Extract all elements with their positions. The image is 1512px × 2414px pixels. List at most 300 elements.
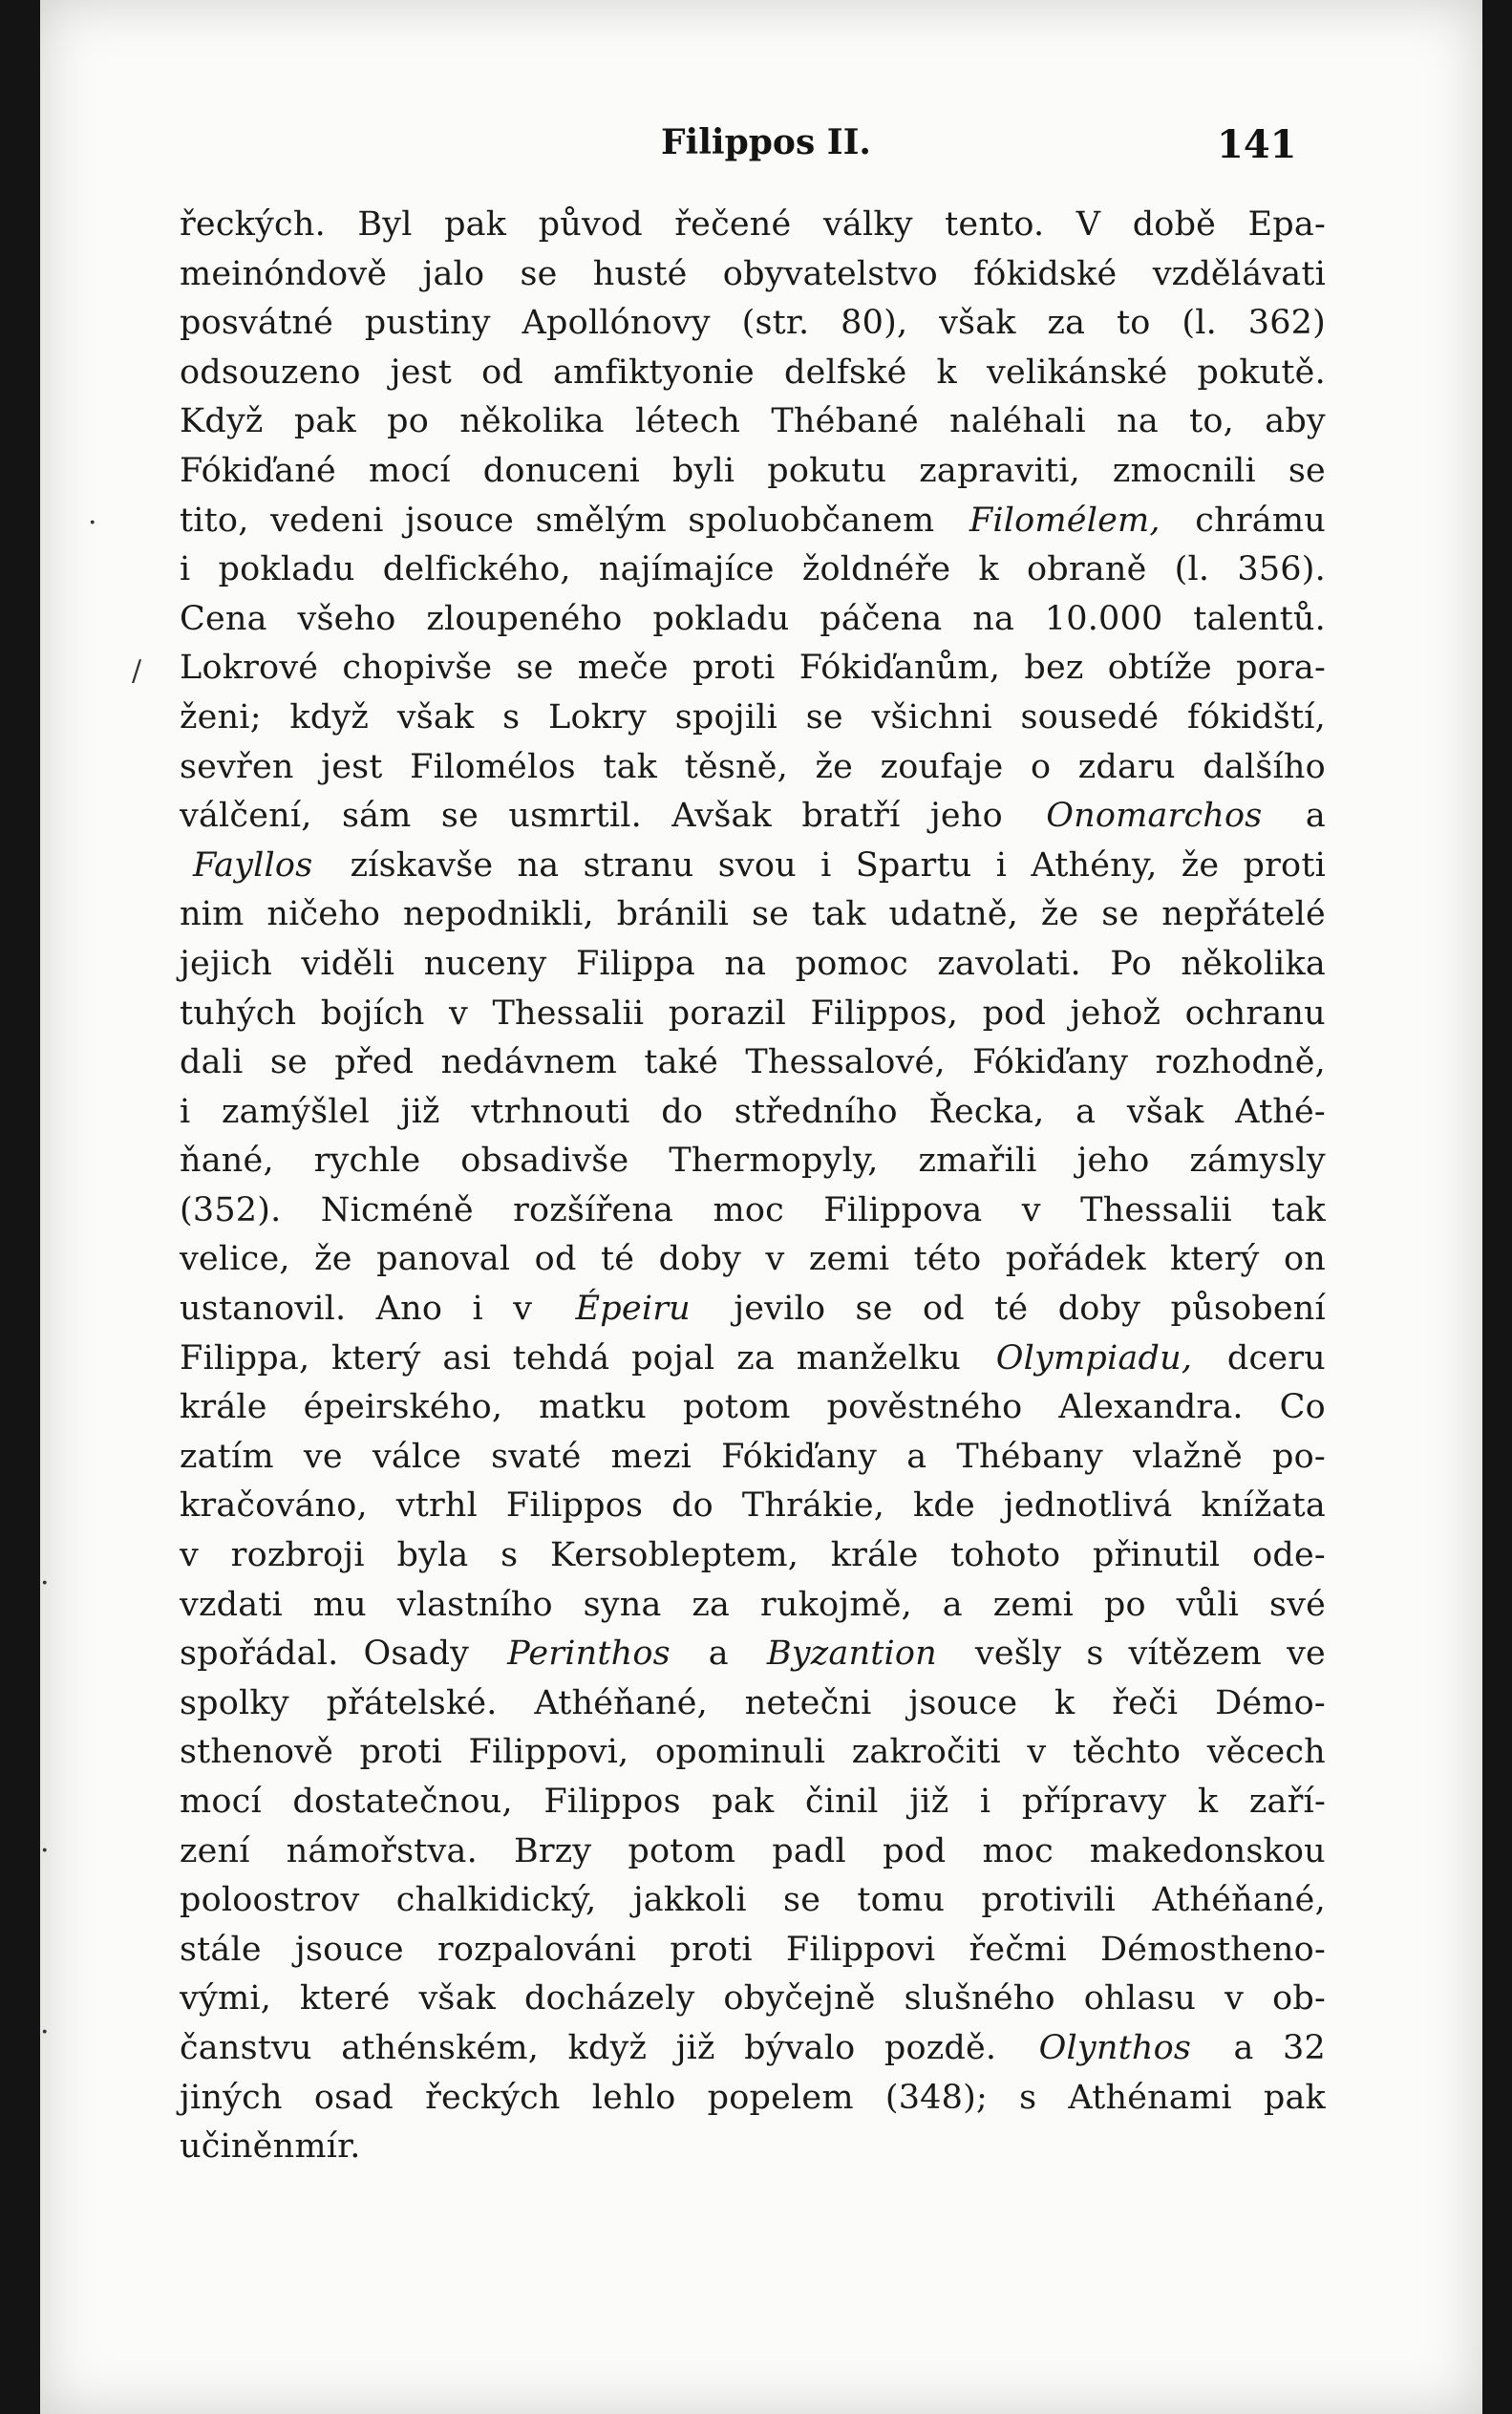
word: Athé- [1235,1092,1326,1131]
word: již [909,1783,949,1821]
page-number: 141 [1217,122,1297,167]
word: řeči [1112,1683,1179,1722]
word: netečni [744,1683,872,1722]
word: Fókiďany [721,1437,878,1476]
word: Athéňané, [534,1683,708,1722]
word: Thessalii [492,993,645,1033]
word: pokutě. [1197,352,1326,392]
word: Lokry [548,697,648,737]
word: 356). [1237,550,1326,589]
word: poloostrov [180,1881,360,1920]
word: pak [293,402,356,441]
text-line [180,1778,1326,1827]
word: však [939,304,1016,343]
word: po [1103,1585,1146,1624]
word: pod [882,1831,947,1870]
word: všichni [871,697,992,737]
word: že [1181,845,1220,885]
word: (348); [884,2078,988,2117]
word: se [440,797,479,836]
word: k [1197,1783,1219,1821]
word: Lokrové [180,649,319,688]
word: s [502,697,521,737]
italic-term: Onomarchos [1046,797,1263,836]
word: lehlo [591,2078,676,2117]
text-line [180,694,1326,743]
word: rozšířena [513,1190,674,1229]
word: Thermopyly, [669,1142,879,1181]
word: a [1075,1092,1097,1131]
word: jeho [929,797,1003,836]
word: bratří [801,797,901,836]
word: 80), [841,304,908,343]
word: najímajíce [598,550,775,589]
italic-term: Filomélem, [969,501,1161,540]
word: a [1233,2028,1254,2067]
word: několika [459,402,605,441]
word: s [1019,2078,1037,2117]
word: i [979,1783,991,1821]
text-line [180,349,1326,398]
word: přípravy [1021,1783,1167,1821]
word: za [1047,304,1086,343]
word: řečené [674,205,792,244]
word: velikánské [986,352,1168,392]
text-line [180,1137,1326,1186]
word: Athéňané, [1152,1881,1326,1920]
word: však [418,1979,497,2019]
word: udatně, [888,895,1019,934]
word: ustanovil. [180,1290,347,1329]
word: bez [1024,649,1084,688]
word: Spartu [855,845,972,885]
word: matku [539,1388,647,1427]
word: když [567,2028,648,2067]
margin-mark: · [88,506,97,540]
word: to, [1189,402,1235,441]
word: létech [635,402,741,441]
word: makedonskou [1089,1831,1326,1870]
word: jsouce [294,1930,404,1969]
word: v [449,993,469,1033]
word: meinóndově [180,254,388,293]
word: aby [1265,402,1326,441]
word: knížata [1201,1486,1326,1526]
word: se [1288,451,1326,490]
text-line [180,1186,1326,1236]
word: dali [180,1043,244,1082]
text-line [180,497,1326,546]
word: do [661,1092,704,1131]
word: nim [180,895,245,934]
word: 10.000 [1044,599,1163,638]
word: Filippa, [180,1338,310,1378]
word: vými, [180,1979,272,2019]
word: jejich [180,944,272,983]
text-line [180,595,1326,645]
text-line [180,743,1326,793]
word: přinutil [1092,1536,1221,1575]
word: jehož [1070,993,1161,1033]
word: 32 [1283,2028,1326,2067]
word: moc [982,1831,1054,1870]
word: bojích [320,993,425,1033]
word: po- [1271,1437,1326,1476]
text-line [180,1679,1326,1729]
text-line [180,940,1326,990]
word: původ [538,205,643,244]
word: se [855,1290,893,1329]
word: Byl [357,205,413,244]
word: rychle [313,1142,421,1181]
word: krále [830,1536,919,1575]
word: fókidské [973,254,1118,293]
word: opominuli [654,1733,826,1772]
body-text [180,201,1326,2172]
margin-mark: / [132,654,142,688]
word: byli [671,451,735,490]
word: tehdá [512,1338,610,1378]
word: který [1170,1240,1260,1279]
word: pojal [631,1338,715,1378]
word: Filippovi [785,1930,936,1969]
word: však [1126,1092,1204,1131]
word: osad [313,2078,394,2117]
word: jevilo [734,1290,826,1329]
word: zmařili [918,1142,1037,1181]
word: obsadivše [460,1142,629,1181]
word: proti [359,1733,442,1772]
word: se [1101,895,1139,934]
word: mu [312,1585,367,1624]
word: jalo [422,254,485,293]
word: Řecka, [928,1092,1045,1131]
page-header [40,122,1482,180]
italic-term: Olympiadu, [995,1338,1193,1378]
word: že [314,1240,352,1279]
word: zaří- [1248,1783,1326,1821]
word: (str. [741,304,810,343]
word: vzdělávati [1152,254,1326,293]
text-line [180,1975,1326,2024]
word: krále [180,1388,267,1427]
word: zdaru [1077,747,1176,786]
word: od [922,1290,965,1329]
word: v [1027,1733,1047,1772]
word: chopivše [342,649,493,688]
word: Apollónovy [522,304,711,343]
word: řeckých. [180,205,326,244]
word: rozpalováni [437,1930,637,1969]
text-line [180,1581,1326,1631]
word: Brzy [513,1831,592,1870]
word: Filippos [543,1783,681,1821]
word: jest [321,747,383,786]
word: naléhali [949,402,1086,441]
word: jeho [1076,1142,1150,1181]
italic-term: Épeiru [575,1290,691,1329]
text-line [180,1728,1326,1778]
word: a [942,1585,963,1624]
word: své [1268,1585,1326,1624]
word: obyvatelstvo [722,254,938,293]
word: tohoto [950,1536,1061,1575]
word: athénském, [341,2028,540,2067]
word: za [736,1338,775,1378]
word: od [534,1240,577,1279]
text-line [180,397,1326,447]
word: Thébany [956,1437,1104,1476]
word: v [180,1536,199,1575]
word: jakkoli [632,1881,747,1920]
word: pod [982,993,1047,1033]
word: té [600,1240,635,1279]
word: velice, [180,1240,290,1279]
word: porazil [668,993,787,1033]
word: vtrhl [395,1486,479,1526]
word: i [180,550,191,589]
text-line [180,201,1326,250]
word: Démo- [1215,1683,1326,1722]
word: potom [682,1388,791,1427]
word: vešly [974,1634,1062,1674]
word: pokladu [218,550,355,589]
word: Fókiďané [180,451,336,490]
italic-term: Olynthos [1038,2028,1192,2067]
word: v [513,1290,533,1329]
word: Filomélos [410,747,576,786]
word: panoval [376,1240,511,1279]
word: jsouce [908,1683,1018,1722]
word: Epa- [1247,205,1326,244]
word: řečmi [969,1930,1067,1969]
word: Když [180,402,264,441]
word: svaté [491,1437,582,1476]
word: těchto [1072,1733,1182,1772]
text-line [180,842,1326,891]
word: a [1305,797,1326,836]
word: se [520,254,558,293]
word: spojili [674,697,778,737]
word: Fókiďany [972,1043,1129,1082]
word: chalkidický, [395,1881,597,1920]
word: ohlasu [1083,1979,1197,2019]
word: vítězem [1128,1634,1263,1674]
word: syna [583,1585,662,1624]
text-line [180,250,1326,300]
word: čanstvu [180,2028,312,2067]
word: za [692,1585,731,1624]
word: a [906,1437,927,1476]
word: v [1021,1190,1041,1229]
text-line [180,1335,1326,1384]
word: v [1225,1979,1245,2019]
word: před [334,1043,415,1082]
word: k [978,550,999,589]
word: sevřen [180,747,294,786]
word: posvátné [180,304,333,343]
word: zemi [992,1585,1075,1624]
word: ženi; [180,697,262,737]
word: zámysly [1189,1142,1326,1181]
word: pokladu [652,599,790,638]
word: Alexandra. [1058,1388,1244,1427]
word: pověstného [826,1388,1023,1427]
word: dceru [1226,1338,1326,1378]
word: té [994,1290,1029,1329]
word: však [396,697,475,737]
word: ochranu [1184,993,1326,1033]
word: sám [341,797,412,836]
word: od [481,352,523,392]
word: nepřátelé [1161,895,1326,934]
word: to [1117,304,1151,343]
text-line [180,1038,1326,1088]
text-line [180,1482,1326,1531]
word: vedeni [270,501,384,540]
text-line [180,299,1326,349]
word: padl [772,1831,846,1870]
word: V [1075,205,1101,244]
word: (l. [1174,550,1210,589]
word: s [1086,1634,1104,1674]
word: zmocnili [1112,451,1256,490]
word: pak [1263,2078,1326,2117]
word: řeckých [425,2078,561,2117]
word: kde [913,1486,975,1526]
word: již [400,1092,440,1131]
word: zatím [180,1437,274,1476]
word: obtíže [1107,649,1212,688]
word: pokutu [767,451,887,490]
word: a [708,1634,729,1674]
word: žoldnéře [801,550,951,589]
word: chrámu [1195,501,1326,540]
word: se [269,1043,308,1082]
word: Cena [180,599,267,638]
word: spolky [180,1683,289,1722]
book-page [40,0,1482,2414]
word: Avšak [671,797,772,836]
word: viděli [301,944,395,983]
word: mír. [294,2127,361,2167]
text-line [180,990,1326,1039]
word: tuhých [180,993,297,1033]
word: tomu [857,1881,946,1920]
italic-term: Fayllos [193,845,313,885]
word: na [1117,402,1159,441]
text-line [180,2074,1326,2124]
word: pomoc [795,944,908,983]
text-line [180,792,1326,842]
word: který [331,1338,421,1378]
margin-mark: · [40,1834,50,1868]
word: slušného [904,1979,1055,2019]
word: stranu [583,845,694,885]
word: ode- [1252,1536,1326,1575]
word: ňané, [180,1142,274,1181]
word: Thessalové, [745,1043,946,1082]
word: páčena [820,599,943,638]
word: do [671,1486,713,1526]
word: i [995,845,1008,885]
word: on [1283,1240,1326,1279]
word: na [724,944,767,983]
word: získavše [350,845,494,885]
word: potom [628,1831,736,1870]
word: kračováno, [180,1486,368,1526]
word: ob- [1272,1979,1326,2019]
word: manželku [796,1338,961,1378]
word: ve [303,1437,343,1476]
word: že [1040,895,1079,934]
word: spořádal. [180,1634,339,1674]
word: námořstva. [286,1831,478,1870]
word: bývalo [744,2028,856,2067]
word: nepodnikli, [403,895,594,934]
text-line [180,545,1326,595]
word: pozdě. [884,2028,997,2067]
word: této [913,1240,982,1279]
text-line [180,890,1326,940]
word: vlastního [396,1585,553,1624]
word: nuceny [423,944,547,983]
word: husté [592,254,688,293]
word: 362) [1247,304,1326,343]
word: pak [712,1783,775,1821]
word: středního [734,1092,898,1131]
word: svou [717,845,797,885]
word: k [1054,1683,1075,1722]
word: Co [1279,1388,1326,1427]
word: vzdati [180,1585,283,1624]
word: vlažně [1133,1437,1243,1476]
word: delfického, [382,550,571,589]
word: Po [1110,944,1152,983]
word: Thébané [771,402,919,441]
word: meče [577,649,669,688]
text-line [180,1433,1326,1483]
word: proti [670,1930,753,1969]
word: i [820,845,832,885]
text-line [180,1926,1326,1976]
word: tak [1271,1190,1326,1229]
word: zloupeného [426,599,623,638]
word: doby [658,1240,742,1279]
word: moc [713,1190,784,1229]
word: se [783,1881,821,1920]
text-line [180,1235,1326,1285]
word: činil [804,1783,879,1821]
word: rukojmě, [759,1585,912,1624]
word: bránili [616,895,730,934]
word: i [180,1092,191,1131]
word: sousedé [1020,697,1160,737]
word: donuceni [482,451,640,490]
word: asi [442,1338,491,1378]
word: Démostheno- [1100,1930,1326,1969]
margin-mark: · [40,2016,50,2049]
word: tito, [180,501,249,540]
word: doby [1057,1290,1141,1329]
word: na [972,599,1015,638]
word: i [472,1290,483,1329]
word: protivili [981,1881,1117,1920]
word: rozhodně, [1155,1043,1326,1082]
word: Filippovi, [468,1733,629,1772]
text-line [180,1285,1326,1335]
word: se [516,649,554,688]
